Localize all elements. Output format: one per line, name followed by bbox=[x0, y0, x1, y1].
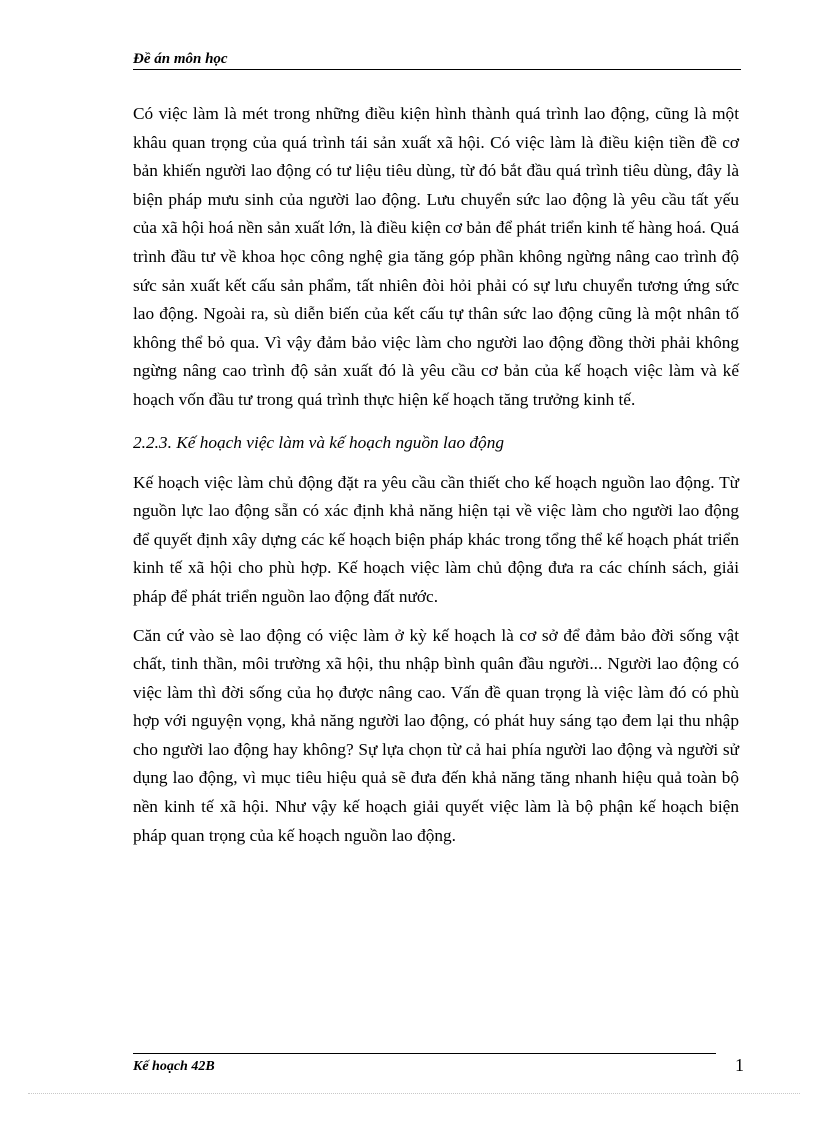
paragraph-3: Căn cứ vào sè lao động có việc làm ở kỳ kế hoạch là cơ sở để đảm bảo đời sống vật chất, tinh thần, môi trường xã hội, thu nhập bình quân đầu người... Người lao động có việc làm thì đời sống của họ được nâng cao. Vấn đề quan trọng là việc làm đó có phù hợp với nguyện vọng, khả năng người lao động, có phát huy sáng tạo đem lại thu nhập cho người lao động hay không? Sự lựa chọn từ cả hai phía người lao động và người sử dụng lao động, vì mục tiêu hiệu quả sẽ đưa đến khả năng tăng nhanh hiệu quả toàn bộ nền kinh tế xã hội. Như vậy kế hoạch giải quyết việc làm là bộ phận kế hoạch biện pháp quan trọng của kế hoạch nguồn lao động. bbox=[133, 625, 739, 845]
document-body bbox=[133, 100, 739, 850]
section-heading: 2.2.3. Kế hoạch việc làm và kế hoạch nguồn lao động bbox=[133, 432, 504, 452]
footer-title: Kế hoạch 42B bbox=[133, 1059, 215, 1074]
footer-rule bbox=[133, 1053, 716, 1054]
paragraph-2: Kế hoạch việc làm chủ động đặt ra yêu cầu cần thiết cho kế hoạch nguồn lao động. Từ nguồn lực lao động sẵn có xác định khả năng hiện tại về việc làm cho người lao động để quyết định xây dựng các kế hoạch biện pháp khác trong tổng thể kế hoạch phát triển kinh tế xã hội cho phù hợp. Kế hoạch việc làm chủ động đưa ra các chính sách, giải pháp để phát triển nguồn lao động đất nước. bbox=[133, 472, 739, 606]
page-edge-divider bbox=[28, 1093, 800, 1094]
paragraph-1: Có việc làm là mét trong những điều kiện hình thành quá trình lao động, cũng là một khâu quan trọng của quá trình tái sản xuất xã hội. Có việc làm là điều kiện tiền đề cơ bản khiến người lao động có tư liệu tiêu dùng, từ đó bắt đầu quá trình tiêu dùng, đây là biện pháp mưu sinh của người lao động. Lưu chuyển sức lao động là yêu cầu tất yếu của xã hội hoá nền sản xuất lớn, là điều kiện cơ bản để phát triển kinh tế hàng hoá. Quá trình đầu tư về khoa học công nghệ gia tăng góp phần không ngừng nâng cao trình độ sức sản xuất kết cấu sản phẩm, tất nhiên đòi hỏi phải có sự lưu chuyển tương ứng sức lao động. Ngoài ra, sù diễn biến của kết cấu tự thân sức lao động cũng là một nhân tố không thể bỏ qua. Vì vậy đảm bảo việc làm cho người lao động đồng thời phải không ngừng nâng cao trình độ sản xuất đó là yêu cầu cơ bản của kế hoạch việc làm và kế hoạch vốn đầu tư trong quá trình thực hiện kế hoạch tăng trưởng kinh tế. bbox=[133, 104, 739, 409]
header-title: Đề án môn học bbox=[133, 51, 228, 67]
page-header bbox=[133, 49, 741, 70]
page-number: 1 bbox=[735, 1055, 744, 1075]
